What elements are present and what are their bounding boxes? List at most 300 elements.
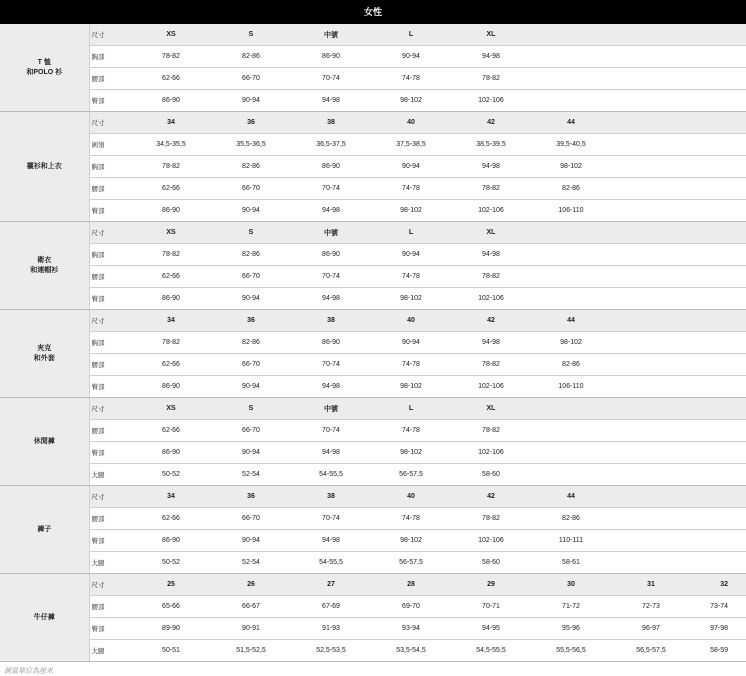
measurement-cell: 78-82 bbox=[451, 420, 531, 442]
measurement-cell: 98-102 bbox=[371, 90, 451, 112]
size-label bbox=[691, 486, 746, 508]
measurement-cell: 78-82 bbox=[131, 244, 211, 266]
measurement-note: 測量單位為厘米 bbox=[4, 668, 53, 675]
row-label: 腰部 bbox=[89, 68, 131, 90]
measurement-cell: 66-70 bbox=[211, 508, 291, 530]
measurement-cell: 90-94 bbox=[371, 332, 451, 354]
size-header-row bbox=[0, 310, 746, 332]
measurement-cell: 98-102 bbox=[371, 442, 451, 464]
row-label: 腰部 bbox=[89, 420, 131, 442]
row-label: 胸部 bbox=[89, 46, 131, 68]
category-label: 衛衣 和連帽衫 bbox=[0, 222, 89, 310]
measurement-cell: 78-82 bbox=[451, 266, 531, 288]
measurement-cell bbox=[611, 508, 691, 530]
size-label: 25 bbox=[131, 574, 211, 596]
measurement-row bbox=[0, 640, 746, 662]
measurement-cell: 94-98 bbox=[451, 46, 531, 68]
measurement-cell: 97-98 bbox=[691, 618, 746, 640]
measurement-cell: 70-74 bbox=[291, 68, 371, 90]
measurement-row bbox=[0, 530, 746, 552]
size-label: 31 bbox=[611, 574, 691, 596]
measurement-cell: 95-96 bbox=[531, 618, 611, 640]
measurement-row bbox=[0, 266, 746, 288]
measurement-cell: 55,5-56,5 bbox=[531, 640, 611, 662]
size-label bbox=[691, 222, 746, 244]
measurement-cell: 34,5-35,5 bbox=[131, 134, 211, 156]
measurement-cell: 82-86 bbox=[211, 46, 291, 68]
measurement-cell: 62-66 bbox=[131, 266, 211, 288]
row-label: 圍領 bbox=[89, 134, 131, 156]
measurement-cell bbox=[691, 420, 746, 442]
measurement-cell: 37,5-38,5 bbox=[371, 134, 451, 156]
measurement-cell bbox=[531, 288, 611, 310]
row-label: 尺寸 bbox=[89, 24, 131, 46]
size-label: 32 bbox=[691, 574, 746, 596]
category-label: T 恤 和POLO 衫 bbox=[0, 24, 89, 112]
size-label: S bbox=[211, 222, 291, 244]
measurement-cell: 74-78 bbox=[371, 508, 451, 530]
size-label: L bbox=[371, 24, 451, 46]
size-label: L bbox=[371, 398, 451, 420]
measurement-cell: 82-86 bbox=[531, 354, 611, 376]
measurement-cell: 90-94 bbox=[211, 376, 291, 398]
row-label: 腰部 bbox=[89, 266, 131, 288]
measurement-cell: 78-82 bbox=[131, 46, 211, 68]
measurement-cell: 66-67 bbox=[211, 596, 291, 618]
measurement-cell: 86-90 bbox=[291, 156, 371, 178]
measurement-cell: 94-98 bbox=[291, 442, 371, 464]
row-label: 大腿 bbox=[89, 552, 131, 574]
size-label bbox=[611, 398, 691, 420]
measurement-cell: 90-94 bbox=[371, 46, 451, 68]
size-label: 44 bbox=[531, 486, 611, 508]
measurement-cell: 90-94 bbox=[211, 90, 291, 112]
measurement-cell: 58-60 bbox=[451, 552, 531, 574]
measurement-cell: 56-57,5 bbox=[371, 464, 451, 486]
measurement-cell: 71-72 bbox=[531, 596, 611, 618]
measurement-cell: 62-66 bbox=[131, 68, 211, 90]
measurement-cell: 78-82 bbox=[131, 156, 211, 178]
measurement-cell bbox=[611, 420, 691, 442]
measurement-cell: 70-74 bbox=[291, 354, 371, 376]
measurement-cell: 36,5-37,5 bbox=[291, 134, 371, 156]
size-label: 42 bbox=[451, 112, 531, 134]
measurement-row bbox=[0, 618, 746, 640]
measurement-row bbox=[0, 464, 746, 486]
measurement-cell: 62-66 bbox=[131, 354, 211, 376]
size-label: 38 bbox=[291, 486, 371, 508]
measurement-cell bbox=[611, 90, 691, 112]
size-label: 27 bbox=[291, 574, 371, 596]
size-chart-body bbox=[0, 24, 746, 662]
row-label: 尺寸 bbox=[89, 574, 131, 596]
measurement-cell: 73-74 bbox=[691, 596, 746, 618]
measurement-cell: 82-86 bbox=[211, 244, 291, 266]
measurement-cell: 94-98 bbox=[291, 200, 371, 222]
measurement-cell bbox=[691, 376, 746, 398]
measurement-row bbox=[0, 200, 746, 222]
measurement-cell: 66-70 bbox=[211, 354, 291, 376]
measurement-cell: 98-102 bbox=[371, 288, 451, 310]
measurement-cell bbox=[691, 244, 746, 266]
measurement-cell bbox=[531, 46, 611, 68]
measurement-cell bbox=[611, 46, 691, 68]
measurement-cell: 62-66 bbox=[131, 508, 211, 530]
measurement-row bbox=[0, 288, 746, 310]
size-label bbox=[531, 222, 611, 244]
measurement-cell: 74-78 bbox=[371, 178, 451, 200]
size-label bbox=[531, 24, 611, 46]
measurement-cell bbox=[531, 266, 611, 288]
measurement-cell: 50-52 bbox=[131, 464, 211, 486]
measurement-cell bbox=[611, 552, 691, 574]
size-label: 36 bbox=[211, 486, 291, 508]
measurement-cell: 54-55,5 bbox=[291, 552, 371, 574]
measurement-cell: 78-82 bbox=[451, 68, 531, 90]
measurement-cell bbox=[611, 464, 691, 486]
measurement-cell: 50-52 bbox=[131, 552, 211, 574]
measurement-cell: 86-90 bbox=[131, 530, 211, 552]
size-label: 34 bbox=[131, 112, 211, 134]
measurement-cell: 69-70 bbox=[371, 596, 451, 618]
size-label: 40 bbox=[371, 310, 451, 332]
measurement-cell: 70-74 bbox=[291, 178, 371, 200]
size-label: 26 bbox=[211, 574, 291, 596]
measurement-cell: 90-94 bbox=[371, 156, 451, 178]
size-label: 中號 bbox=[291, 398, 371, 420]
measurement-cell: 50-51 bbox=[131, 640, 211, 662]
row-label: 胸部 bbox=[89, 156, 131, 178]
measurement-cell: 65-66 bbox=[131, 596, 211, 618]
measurement-cell bbox=[611, 530, 691, 552]
size-header-row bbox=[0, 24, 746, 46]
measurement-cell: 98-102 bbox=[531, 332, 611, 354]
measurement-cell: 78-82 bbox=[131, 332, 211, 354]
measurement-row bbox=[0, 332, 746, 354]
row-label: 尺寸 bbox=[89, 310, 131, 332]
size-label: 28 bbox=[371, 574, 451, 596]
size-header-row bbox=[0, 222, 746, 244]
measurement-cell: 78-82 bbox=[451, 354, 531, 376]
measurement-cell: 62-66 bbox=[131, 420, 211, 442]
measurement-cell: 102-106 bbox=[451, 90, 531, 112]
measurement-cell: 70-74 bbox=[291, 508, 371, 530]
row-label: 腰部 bbox=[89, 508, 131, 530]
measurement-cell: 90-94 bbox=[211, 442, 291, 464]
size-label bbox=[531, 398, 611, 420]
measurement-cell: 74-78 bbox=[371, 68, 451, 90]
size-label bbox=[691, 398, 746, 420]
measurement-cell: 52-54 bbox=[211, 464, 291, 486]
measurement-cell bbox=[691, 68, 746, 90]
measurement-cell bbox=[611, 156, 691, 178]
size-label bbox=[691, 310, 746, 332]
measurement-cell: 91-93 bbox=[291, 618, 371, 640]
measurement-row bbox=[0, 46, 746, 68]
size-header-row bbox=[0, 486, 746, 508]
measurement-row bbox=[0, 442, 746, 464]
measurement-cell: 86-90 bbox=[131, 376, 211, 398]
row-label: 胸部 bbox=[89, 244, 131, 266]
row-label: 尺寸 bbox=[89, 222, 131, 244]
size-label: 44 bbox=[531, 112, 611, 134]
category-label: 褲子 bbox=[0, 486, 89, 574]
measurement-cell: 96-97 bbox=[611, 618, 691, 640]
size-label: XS bbox=[131, 398, 211, 420]
measurement-cell: 86-90 bbox=[131, 90, 211, 112]
size-label: L bbox=[371, 222, 451, 244]
size-label: 30 bbox=[531, 574, 611, 596]
row-label: 尺寸 bbox=[89, 112, 131, 134]
measurement-cell bbox=[531, 68, 611, 90]
measurement-cell bbox=[691, 178, 746, 200]
row-label: 腰部 bbox=[89, 178, 131, 200]
size-label: S bbox=[211, 24, 291, 46]
measurement-cell: 58-59 bbox=[691, 640, 746, 662]
measurement-cell: 74-78 bbox=[371, 420, 451, 442]
measurement-cell: 62-66 bbox=[131, 178, 211, 200]
measurement-row bbox=[0, 552, 746, 574]
size-header-row bbox=[0, 112, 746, 134]
measurement-cell bbox=[691, 530, 746, 552]
measurement-cell: 54,5-55,5 bbox=[451, 640, 531, 662]
measurement-cell: 102-106 bbox=[451, 530, 531, 552]
measurement-cell: 66-70 bbox=[211, 178, 291, 200]
measurement-cell bbox=[611, 376, 691, 398]
row-label: 大腿 bbox=[89, 464, 131, 486]
measurement-cell: 94-95 bbox=[451, 618, 531, 640]
size-label: 36 bbox=[211, 112, 291, 134]
measurement-cell: 102-106 bbox=[451, 200, 531, 222]
measurement-cell bbox=[611, 178, 691, 200]
size-label: XS bbox=[131, 222, 211, 244]
measurement-cell: 98-102 bbox=[371, 200, 451, 222]
measurement-cell: 102-106 bbox=[451, 376, 531, 398]
measurement-cell: 39,5-40,5 bbox=[531, 134, 611, 156]
measurement-cell: 74-78 bbox=[371, 266, 451, 288]
size-label bbox=[611, 222, 691, 244]
measurement-cell bbox=[611, 288, 691, 310]
row-label: 腰部 bbox=[89, 354, 131, 376]
measurement-row bbox=[0, 178, 746, 200]
measurement-cell bbox=[691, 266, 746, 288]
measurement-cell bbox=[691, 354, 746, 376]
measurement-cell: 86-90 bbox=[291, 332, 371, 354]
row-label: 臀部 bbox=[89, 530, 131, 552]
category-label: 休閒褲 bbox=[0, 398, 89, 486]
measurement-cell bbox=[531, 90, 611, 112]
size-header-row bbox=[0, 574, 746, 596]
measurement-cell: 66-70 bbox=[211, 68, 291, 90]
size-label: 中號 bbox=[291, 24, 371, 46]
measurement-cell: 56-57,5 bbox=[371, 552, 451, 574]
size-label: XS bbox=[131, 24, 211, 46]
measurement-cell: 70-71 bbox=[451, 596, 531, 618]
measurement-cell: 90-94 bbox=[211, 288, 291, 310]
measurement-cell: 58-61 bbox=[531, 552, 611, 574]
measurement-cell: 53,5-54,5 bbox=[371, 640, 451, 662]
measurement-cell: 51,5-52,5 bbox=[211, 640, 291, 662]
measurement-row bbox=[0, 68, 746, 90]
measurement-cell: 94-98 bbox=[291, 288, 371, 310]
row-label: 腰部 bbox=[89, 596, 131, 618]
measurement-cell: 102-106 bbox=[451, 442, 531, 464]
measurement-cell: 70-74 bbox=[291, 420, 371, 442]
size-chart-table bbox=[0, 24, 746, 662]
measurement-cell: 93-94 bbox=[371, 618, 451, 640]
measurement-cell: 86-90 bbox=[131, 288, 211, 310]
size-label: 中號 bbox=[291, 222, 371, 244]
row-label: 臀部 bbox=[89, 376, 131, 398]
measurement-cell: 58-60 bbox=[451, 464, 531, 486]
size-label bbox=[611, 310, 691, 332]
measurement-cell: 54-55,5 bbox=[291, 464, 371, 486]
measurement-cell bbox=[691, 200, 746, 222]
measurement-cell: 56,5-57,5 bbox=[611, 640, 691, 662]
measurement-cell: 90-91 bbox=[211, 618, 291, 640]
size-label: XL bbox=[451, 222, 531, 244]
category-label: 牛仔褲 bbox=[0, 574, 89, 662]
row-label: 胸部 bbox=[89, 332, 131, 354]
size-label: 42 bbox=[451, 310, 531, 332]
size-label: 34 bbox=[131, 486, 211, 508]
measurement-cell bbox=[611, 332, 691, 354]
measurement-cell: 86-90 bbox=[291, 244, 371, 266]
measurement-cell bbox=[691, 508, 746, 530]
size-label: 36 bbox=[211, 310, 291, 332]
measurement-cell bbox=[611, 244, 691, 266]
size-label: 29 bbox=[451, 574, 531, 596]
measurement-cell: 35,5-36,5 bbox=[211, 134, 291, 156]
size-label: 38 bbox=[291, 112, 371, 134]
measurement-cell: 89-90 bbox=[131, 618, 211, 640]
measurement-cell: 74-78 bbox=[371, 354, 451, 376]
measurement-cell: 72-73 bbox=[611, 596, 691, 618]
measurement-row bbox=[0, 156, 746, 178]
measurement-cell: 78-82 bbox=[451, 178, 531, 200]
measurement-cell: 98-102 bbox=[531, 156, 611, 178]
measurement-row bbox=[0, 134, 746, 156]
measurement-cell: 52,5-53,5 bbox=[291, 640, 371, 662]
measurement-cell: 82-86 bbox=[531, 508, 611, 530]
measurement-cell bbox=[611, 68, 691, 90]
size-label: 40 bbox=[371, 112, 451, 134]
size-label: XL bbox=[451, 398, 531, 420]
measurement-cell: 67-69 bbox=[291, 596, 371, 618]
measurement-cell bbox=[531, 464, 611, 486]
row-label: 大腿 bbox=[89, 640, 131, 662]
size-label: 40 bbox=[371, 486, 451, 508]
measurement-cell: 82-86 bbox=[211, 156, 291, 178]
measurement-cell bbox=[611, 354, 691, 376]
measurement-cell: 86-90 bbox=[131, 200, 211, 222]
row-label: 尺寸 bbox=[89, 486, 131, 508]
category-label: 夾克 和外套 bbox=[0, 310, 89, 398]
measurement-cell bbox=[691, 464, 746, 486]
measurement-cell bbox=[691, 332, 746, 354]
measurement-cell bbox=[611, 134, 691, 156]
measurement-row bbox=[0, 508, 746, 530]
measurement-cell: 90-94 bbox=[371, 244, 451, 266]
measurement-cell: 94-98 bbox=[291, 90, 371, 112]
size-label bbox=[611, 112, 691, 134]
measurement-cell: 78-82 bbox=[451, 508, 531, 530]
size-label: 38 bbox=[291, 310, 371, 332]
measurement-cell: 38,5-39,5 bbox=[451, 134, 531, 156]
size-label: XL bbox=[451, 24, 531, 46]
size-label bbox=[611, 24, 691, 46]
measurement-row bbox=[0, 596, 746, 618]
measurement-row bbox=[0, 354, 746, 376]
measurement-cell: 82-86 bbox=[531, 178, 611, 200]
measurement-cell bbox=[611, 266, 691, 288]
measurement-cell bbox=[691, 90, 746, 112]
measurement-cell: 52-54 bbox=[211, 552, 291, 574]
measurement-cell: 90-94 bbox=[211, 200, 291, 222]
size-label: 42 bbox=[451, 486, 531, 508]
measurement-cell: 106-110 bbox=[531, 200, 611, 222]
measurement-cell: 70-74 bbox=[291, 266, 371, 288]
measurement-cell: 94-98 bbox=[451, 156, 531, 178]
measurement-cell: 106-110 bbox=[531, 376, 611, 398]
row-label: 臀部 bbox=[89, 618, 131, 640]
size-label: 34 bbox=[131, 310, 211, 332]
measurement-cell bbox=[691, 442, 746, 464]
measurement-cell: 66-70 bbox=[211, 266, 291, 288]
measurement-row bbox=[0, 90, 746, 112]
measurement-cell: 66-70 bbox=[211, 420, 291, 442]
measurement-cell: 90-94 bbox=[211, 530, 291, 552]
measurement-cell: 110-111 bbox=[531, 530, 611, 552]
measurement-cell: 94-98 bbox=[451, 244, 531, 266]
measurement-cell bbox=[691, 134, 746, 156]
measurement-cell: 98-102 bbox=[371, 376, 451, 398]
measurement-cell bbox=[531, 442, 611, 464]
measurement-cell bbox=[531, 420, 611, 442]
measurement-cell bbox=[691, 46, 746, 68]
row-label: 臀部 bbox=[89, 442, 131, 464]
measurement-cell bbox=[691, 156, 746, 178]
measurement-cell: 94-98 bbox=[451, 332, 531, 354]
measurement-cell: 86-90 bbox=[131, 442, 211, 464]
measurement-cell: 82-86 bbox=[211, 332, 291, 354]
row-label: 臀部 bbox=[89, 90, 131, 112]
size-label bbox=[691, 112, 746, 134]
size-header-row bbox=[0, 398, 746, 420]
measurement-cell bbox=[611, 200, 691, 222]
size-label bbox=[691, 24, 746, 46]
size-label: 44 bbox=[531, 310, 611, 332]
measurement-cell: 94-98 bbox=[291, 376, 371, 398]
measurement-row bbox=[0, 244, 746, 266]
size-label bbox=[611, 486, 691, 508]
measurement-cell: 102-106 bbox=[451, 288, 531, 310]
measurement-cell bbox=[531, 244, 611, 266]
measurement-cell: 86-90 bbox=[291, 46, 371, 68]
size-label: S bbox=[211, 398, 291, 420]
measurement-cell bbox=[691, 288, 746, 310]
measurement-cell: 94-98 bbox=[291, 530, 371, 552]
measurement-row bbox=[0, 420, 746, 442]
category-label: 襯衫和上衣 bbox=[0, 112, 89, 222]
row-label: 臀部 bbox=[89, 200, 131, 222]
page-title: 女性 bbox=[0, 0, 746, 24]
measurement-cell bbox=[611, 442, 691, 464]
measurement-cell: 98-102 bbox=[371, 530, 451, 552]
measurement-cell bbox=[691, 552, 746, 574]
measurement-row bbox=[0, 376, 746, 398]
row-label: 尺寸 bbox=[89, 398, 131, 420]
